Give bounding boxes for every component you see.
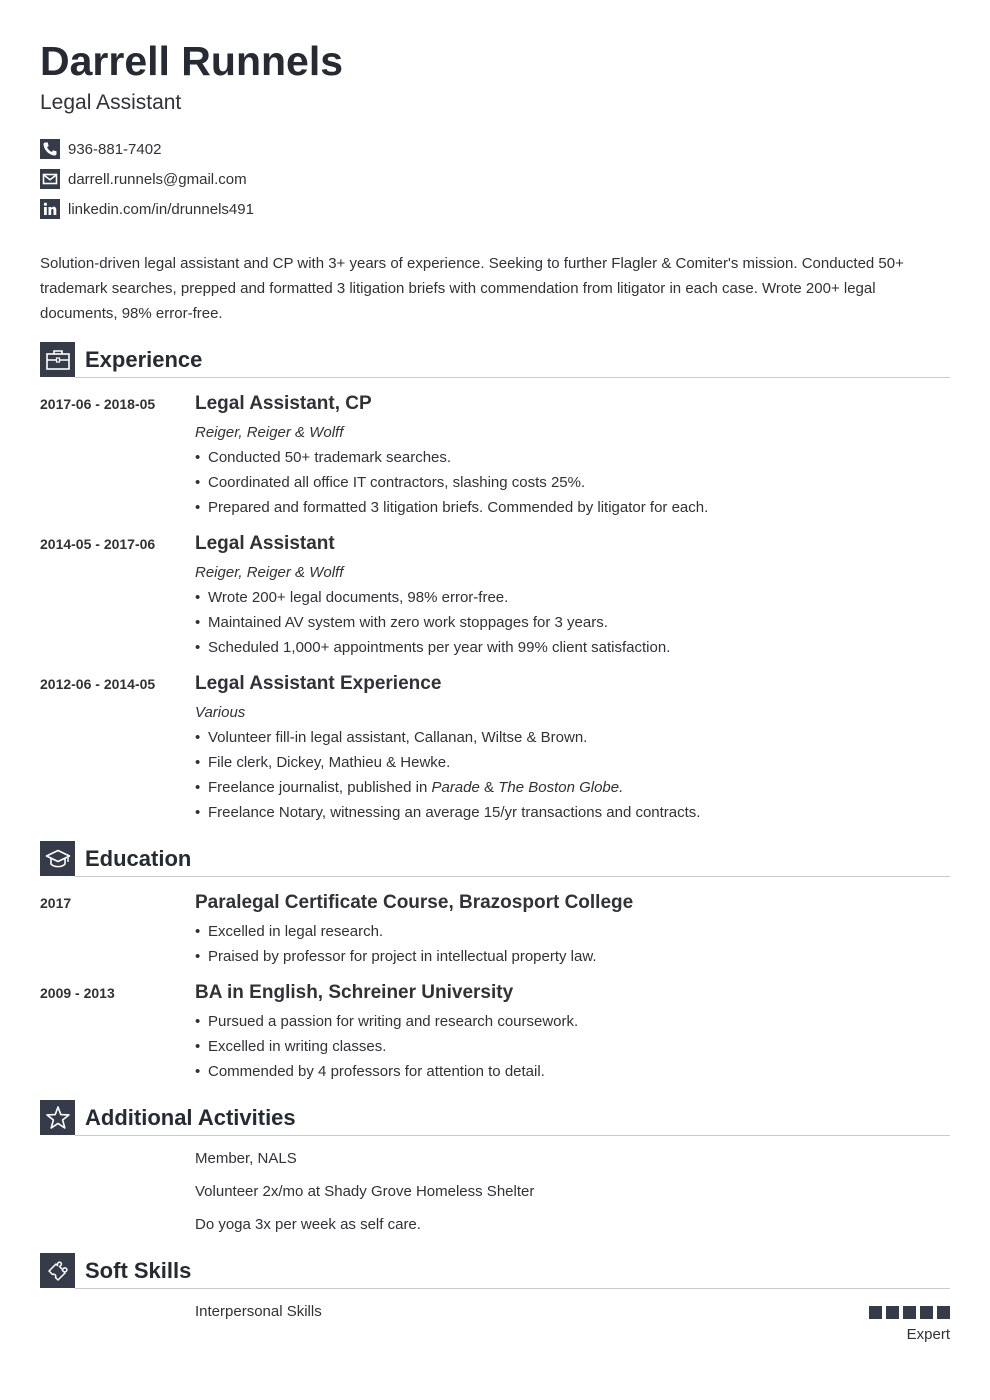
activity-item: Member, NALS <box>195 1150 297 1167</box>
job-dates: 2017-06 - 2018-05 <box>40 396 156 412</box>
activity-item: Volunteer 2x/mo at Shady Grove Homeless Shelter <box>195 1183 535 1200</box>
job-title: Legal Assistant, CP <box>195 393 372 414</box>
education-bullet: • Excelled in writing classes. <box>195 1038 387 1055</box>
section-divider <box>75 876 950 877</box>
envelope-icon <box>40 169 60 189</box>
experience-section-title: Experience <box>85 347 203 372</box>
experience-section-header <box>40 342 950 378</box>
job-title: Legal Assistant Experience <box>195 673 442 694</box>
job-company: Reiger, Reiger & Wolff <box>195 424 344 441</box>
education-bullet: • Pursued a passion for writing and research coursework. <box>195 1013 579 1030</box>
contact-phone-text[interactable]: 936-881-7402 <box>68 140 162 158</box>
education-bullet: • Excelled in legal research. <box>195 923 384 940</box>
skill-level: Expert <box>906 1326 950 1343</box>
skill-rating-square <box>903 1306 916 1319</box>
section-divider <box>75 1288 950 1289</box>
skill-rating <box>869 1306 950 1319</box>
contact-email <box>40 169 247 189</box>
star-icon <box>40 1100 75 1135</box>
education-section-header <box>40 841 950 877</box>
activity-item: Do yoga 3x per week as self care. <box>195 1216 421 1233</box>
education-dates: 2009 - 2013 <box>40 985 115 1001</box>
education-bullet: • Praised by professor for project in intellectual property law. <box>195 948 597 965</box>
education-bullet: • Commended by 4 professors for attention to detail. <box>195 1063 545 1080</box>
job-bullet: • Scheduled 1,000+ appointments per year with 99% client satisfaction. <box>195 639 671 656</box>
job-company: Various <box>195 704 246 721</box>
soft-skills-section-header <box>40 1253 950 1289</box>
contact-email-text[interactable]: darrell.runnels@gmail.com <box>68 170 247 188</box>
puzzle-icon <box>40 1253 75 1288</box>
section-divider <box>75 1135 950 1136</box>
activities-section-header <box>40 1100 950 1136</box>
candidate-name: Darrell Runnels <box>40 38 344 84</box>
job-bullet: • Freelance Notary, witnessing an average 15/yr transactions and contracts. <box>195 804 701 821</box>
publication-parade: Parade <box>431 779 480 796</box>
skill-name: Interpersonal Skills <box>195 1303 322 1320</box>
job-dates: 2012-06 - 2014-05 <box>40 676 156 692</box>
job-bullet: • Maintained AV system with zero work stoppages for 3 years. <box>195 614 608 631</box>
contact-linkedin <box>40 199 254 219</box>
soft-skills-section-title: Soft Skills <box>85 1258 192 1283</box>
activities-section-title: Additional Activities <box>85 1105 296 1130</box>
job-bullet: • Volunteer fill-in legal assistant, Callanan, Wiltse & Brown. <box>195 729 588 746</box>
education-section-title: Education <box>85 846 192 871</box>
job-bullet: • Freelance journalist, published in Parade & The Boston Globe. <box>195 779 624 796</box>
contact-phone <box>40 139 161 159</box>
education-title: BA in English, Schreiner University <box>195 982 514 1003</box>
job-company: Reiger, Reiger & Wolff <box>195 564 344 581</box>
linkedin-icon <box>40 199 60 219</box>
profile-summary: Solution-driven legal assistant and CP with 3+ years of experience. Seeking to further Flagler & Comiter's mission. Conducted 50+ trademark searches, prepped and formatted 3 litigation briefs with commendation from litigator in each case. Wrote 200+ legal documents, 98% error-free. <box>40 255 904 322</box>
education-dates: 2017 <box>40 895 72 911</box>
skill-rating-square <box>886 1306 899 1319</box>
job-bullet: • Coordinated all office IT contractors, slashing costs 25%. <box>195 474 586 491</box>
publication-boston-globe: The Boston Globe. <box>498 779 624 796</box>
education-title: Paralegal Certificate Course, Brazosport College <box>195 892 634 913</box>
job-bullet: • Prepared and formatted 3 litigation briefs. Commended by litigator for each. <box>195 499 709 516</box>
candidate-role: Legal Assistant <box>40 91 182 114</box>
contact-linkedin-text[interactable]: linkedin.com/in/drunnels491 <box>68 200 254 218</box>
skill-rating-square <box>920 1306 933 1319</box>
job-title: Legal Assistant <box>195 533 335 554</box>
briefcase-icon <box>40 342 75 377</box>
skill-rating-square <box>869 1306 882 1319</box>
job-dates: 2014-05 - 2017-06 <box>40 536 156 552</box>
phone-icon <box>40 139 60 159</box>
job-bullet: • Conducted 50+ trademark searches. <box>195 449 452 466</box>
section-divider <box>75 377 950 378</box>
job-bullet: • File clerk, Dickey, Mathieu & Hewke. <box>195 754 451 771</box>
job-bullet: • Wrote 200+ legal documents, 98% error-free. <box>195 589 509 606</box>
graduation-cap-icon <box>40 841 75 876</box>
skill-rating-square <box>937 1306 950 1319</box>
